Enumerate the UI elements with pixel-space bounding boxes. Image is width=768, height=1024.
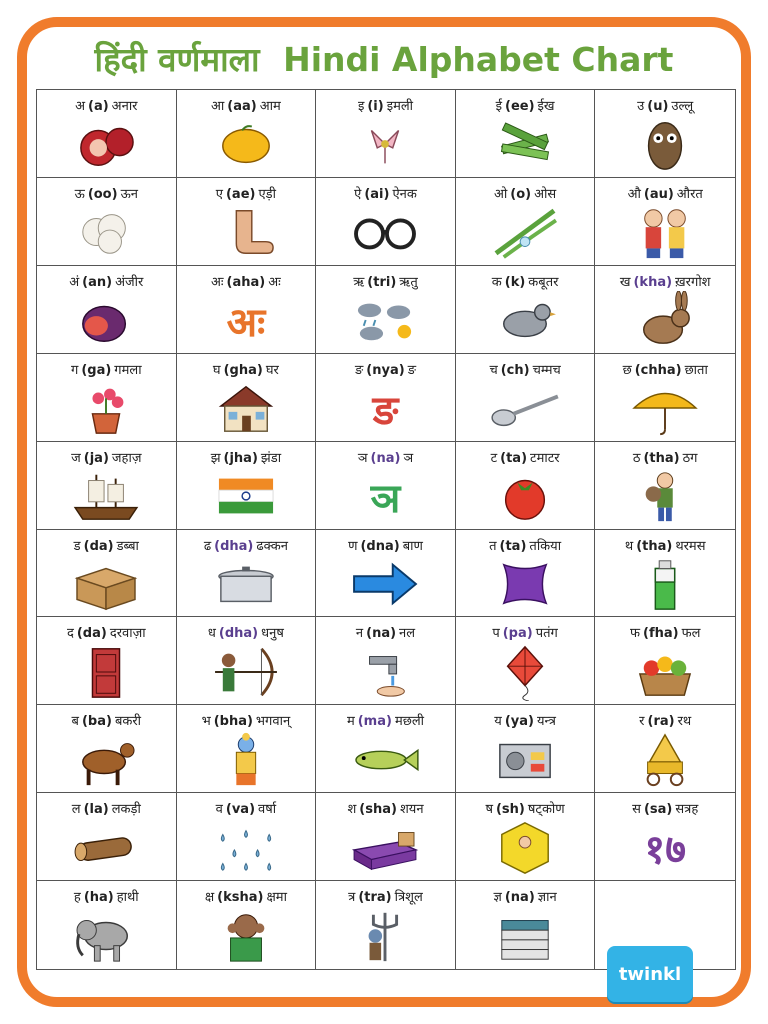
letter-label: [37, 887, 176, 905]
letter-devanagari: श: [347, 802, 357, 818]
example-word: मछली: [394, 714, 425, 730]
letter-roman: (fha): [643, 626, 679, 642]
letter-roman: (tha): [643, 450, 680, 466]
example-word: चम्मच: [532, 362, 561, 378]
example-word: वर्षा: [258, 802, 277, 818]
example-word: अंजीर: [115, 274, 144, 290]
example-word: एड़ी: [258, 186, 276, 202]
tomato-icon: [486, 467, 564, 525]
letter-devanagari: छ: [622, 362, 632, 378]
letter-devanagari: र: [639, 714, 645, 730]
letter-cell: [177, 266, 317, 354]
letter-devanagari: ग: [71, 362, 79, 378]
example-word: ऐनक: [392, 186, 417, 202]
letter-devanagari: ज: [71, 450, 81, 466]
letter-cell: [456, 266, 596, 354]
letter-label: [456, 887, 595, 905]
letter-devanagari: अः: [210, 274, 224, 290]
letter-devanagari: ट: [490, 450, 498, 466]
letter-label: [177, 184, 316, 202]
letter-cell: [37, 881, 177, 969]
letter-roman: (tha): [636, 538, 673, 554]
letter-label: [177, 448, 316, 466]
letter-devanagari: ज्ञ: [493, 890, 502, 906]
example-word: ओस: [534, 186, 557, 202]
letter-cell: [177, 90, 317, 178]
letter-devanagari: घ: [212, 362, 221, 378]
letter-cell: [456, 442, 596, 530]
books-icon: [486, 907, 564, 965]
example-word: घर: [265, 362, 279, 378]
letter-roman: (ta): [500, 450, 528, 466]
letter-glyph-illustration: ञ: [370, 475, 401, 522]
letter-roman: (da): [76, 626, 107, 642]
example-word: तकिया: [529, 538, 562, 554]
letter-devanagari: ह: [73, 890, 81, 906]
hexagon-icon: [486, 819, 564, 877]
example-word: क्षमा: [266, 890, 287, 906]
letter-label: [456, 536, 595, 554]
flower-pot-icon: [67, 379, 145, 437]
letter-label: [316, 887, 455, 905]
example-word: यन्त्र: [536, 714, 556, 730]
letter-label: [37, 184, 176, 202]
letter-devanagari: ड: [73, 538, 81, 554]
letter-roman: (ra): [647, 714, 675, 730]
letter-cell: [177, 178, 317, 266]
example-word: ञ: [403, 450, 414, 466]
trident-icon: [346, 907, 424, 965]
letter-label: [177, 360, 316, 378]
letter-label: [595, 448, 735, 466]
example-word: औरत: [676, 186, 703, 202]
letter-cell: [456, 617, 596, 705]
letter-cell: [456, 881, 596, 969]
letter-cell: [595, 90, 735, 178]
letter-roman: (ja): [83, 450, 109, 466]
letter-label: [177, 96, 316, 114]
letter-roman: (nya): [366, 362, 405, 378]
letter-devanagari: न: [355, 626, 364, 642]
letter-roman: (k): [504, 274, 526, 290]
letter-label: [316, 184, 455, 202]
letter-devanagari: त्र: [348, 890, 356, 906]
letter-label: [37, 272, 176, 290]
letter-cell: [316, 354, 456, 442]
spoon-icon: [486, 379, 564, 437]
letter-label: [177, 623, 316, 641]
letter-cell: [456, 705, 596, 793]
letter-label: [37, 711, 176, 729]
letter-devanagari: ऐ: [354, 186, 362, 202]
mango-icon: [207, 115, 285, 173]
dew-drop-icon: [486, 203, 564, 261]
letter-cell: [316, 705, 456, 793]
letter-cell: [316, 881, 456, 969]
letter-roman: (tri): [367, 274, 397, 290]
example-word: शयन: [399, 802, 424, 818]
glasses-icon: [346, 203, 424, 261]
letter-label: [456, 799, 595, 817]
machine-icon: [486, 731, 564, 789]
example-word: पतंग: [535, 626, 558, 642]
letter-roman: (ba): [81, 714, 112, 730]
letter-devanagari: च: [489, 362, 498, 378]
letter-roman: (ya): [504, 714, 534, 730]
god-icon: [207, 731, 285, 789]
letter-roman: (u): [647, 99, 669, 114]
letter-roman: (na): [504, 890, 535, 906]
letter-roman: (dha): [218, 626, 259, 642]
letter-glyph-illustration: अः: [226, 299, 266, 346]
letter-roman: (kha): [633, 274, 673, 290]
letter-label: [37, 448, 176, 466]
letter-cell: [595, 705, 735, 793]
letter-cell: [37, 617, 177, 705]
letter-roman: (dha): [214, 538, 254, 554]
women-icon: [626, 203, 704, 261]
bed-icon: [346, 819, 424, 877]
letter-label: [595, 184, 735, 202]
letter-devanagari: ठ: [632, 450, 641, 466]
letter-cell: [37, 178, 177, 266]
letter-roman: (la): [83, 802, 109, 818]
letter-cell: [177, 530, 317, 618]
letter-devanagari: ई: [495, 99, 502, 114]
letter-roman: (i): [367, 99, 384, 114]
kite-icon: [486, 643, 564, 701]
letter-label: [177, 536, 316, 554]
letter-roman: (ae): [225, 186, 256, 202]
rain-icon: [207, 819, 285, 877]
letter-roman: (sh): [495, 802, 525, 818]
tap-icon: [346, 643, 424, 701]
example-word: इमली: [386, 99, 414, 114]
wool-icon: [67, 203, 145, 261]
letter-label: [316, 96, 455, 114]
sugarcane-icon: [486, 115, 564, 173]
letter-label: [177, 799, 316, 817]
letter-cell: [456, 793, 596, 881]
letter-roman: (o): [510, 186, 532, 202]
elephant-icon: [67, 907, 145, 965]
thermos-icon: [626, 555, 704, 613]
example-word: ऊन: [120, 186, 138, 202]
letter-label: [456, 448, 595, 466]
letter-devanagari: ओ: [493, 186, 508, 202]
letter-glyph-illustration: ङ: [372, 387, 399, 434]
example-word: त्रिशूल: [394, 890, 423, 906]
example-word: हाथी: [116, 890, 139, 906]
chariot-icon: [626, 731, 704, 789]
example-word: छाता: [684, 362, 708, 378]
letter-roman: (pa): [502, 626, 533, 642]
letter-roman: (dna): [360, 538, 400, 554]
letter-label: [316, 711, 455, 729]
alphabet-grid: [36, 89, 736, 970]
letter-roman: (ksha): [217, 890, 264, 906]
example-word: थरमस: [675, 538, 706, 554]
rabbit-icon: [626, 291, 704, 349]
bow-icon: [207, 643, 285, 701]
letter-cell: [595, 530, 735, 618]
letter-label: [456, 623, 595, 641]
letter-cell: [37, 266, 177, 354]
pomegranate-icon: [67, 115, 145, 173]
flag-icon: [207, 467, 285, 525]
letter-devanagari: भ: [201, 714, 211, 730]
letter-label: [595, 536, 735, 554]
example-word: षट्कोण: [527, 802, 565, 818]
letter-cell: [177, 881, 317, 969]
letter-roman: (ga): [81, 362, 112, 378]
letter-devanagari: द: [66, 626, 74, 642]
letter-devanagari: ऋ: [353, 274, 365, 290]
letter-label: [316, 799, 455, 817]
example-word: झंडा: [260, 450, 282, 466]
letter-devanagari: ष: [485, 802, 493, 818]
letter-devanagari: ऊ: [74, 186, 85, 202]
letter-devanagari: फ: [629, 626, 640, 642]
letter-label: [456, 360, 595, 378]
letter-label: [177, 272, 316, 290]
letter-devanagari: अ: [75, 99, 86, 114]
example-word: कबूतर: [528, 274, 559, 290]
weather-icon: [346, 291, 424, 349]
example-word: जहाज़: [111, 450, 142, 466]
letter-roman: (jha): [223, 450, 258, 466]
example-word: डब्बा: [116, 538, 139, 554]
letter-label: [316, 448, 455, 466]
fig-icon: [67, 291, 145, 349]
letter-roman: (na): [370, 450, 401, 466]
letter-devanagari: अं: [69, 274, 80, 290]
letter-label: [37, 96, 176, 114]
letter-roman: (ta): [499, 538, 527, 554]
letter-label: [595, 799, 735, 817]
letter-cell: [316, 617, 456, 705]
letter-roman: (aa): [227, 99, 257, 114]
letter-cell: [37, 530, 177, 618]
example-word: नल: [399, 626, 416, 642]
example-word: रथ: [677, 714, 692, 730]
letter-label: [316, 536, 455, 554]
letter-devanagari: ध: [207, 626, 216, 642]
example-word: भगवान्: [255, 714, 291, 730]
letter-roman: (a): [88, 99, 109, 114]
letter-devanagari: ब: [71, 714, 79, 730]
example-word: ङ: [407, 362, 416, 378]
letter-cell: [316, 793, 456, 881]
fish-icon: [346, 731, 424, 789]
letter-label: [37, 360, 176, 378]
letter-cell: [37, 793, 177, 881]
example-word: बकरी: [114, 714, 142, 730]
example-word: धनुष: [261, 626, 284, 642]
example-word: ख़रगोश: [675, 274, 711, 290]
example-word: ईख: [537, 99, 555, 114]
letter-devanagari: स: [632, 802, 641, 818]
letter-cell: [456, 354, 596, 442]
thief-icon: [626, 467, 704, 525]
letter-label: [456, 96, 595, 114]
letter-cell: [177, 354, 317, 442]
fruit-basket-icon: [626, 643, 704, 701]
letter-devanagari: झ: [210, 450, 221, 466]
letter-cell: [595, 793, 735, 881]
letter-roman: (sa): [643, 802, 673, 818]
door-icon: [67, 643, 145, 701]
letter-devanagari: इ: [357, 99, 365, 114]
letter-devanagari: क: [491, 274, 502, 290]
letter-label: [595, 272, 735, 290]
arrow-icon: [346, 555, 424, 613]
letter-cell: [595, 442, 735, 530]
letter-cell: [177, 442, 317, 530]
example-word: ढक्कन: [256, 538, 288, 554]
letter-label: [595, 360, 735, 378]
letter-roman: (da): [83, 538, 114, 554]
letter-devanagari: ढ: [203, 538, 212, 554]
letter-cell: [316, 442, 456, 530]
house-icon: [207, 379, 285, 437]
example-word: सत्रह: [675, 802, 699, 818]
letter-devanagari: ङ: [355, 362, 364, 378]
letter-cell: [316, 530, 456, 618]
pillow-icon: [486, 555, 564, 613]
example-word: बाण: [402, 538, 423, 554]
letter-devanagari: प: [492, 626, 500, 642]
letter-devanagari: क्ष: [204, 890, 215, 906]
letter-cell: [456, 90, 596, 178]
example-word: फल: [681, 626, 701, 642]
letter-label: [595, 623, 735, 641]
letter-cell: [316, 90, 456, 178]
owl-icon: [626, 115, 704, 173]
letter-cell: [37, 705, 177, 793]
example-word: ज्ञान: [537, 890, 557, 906]
letter-cell: [595, 178, 735, 266]
letter-cell: [316, 266, 456, 354]
letter-cell: [177, 617, 317, 705]
letter-cell: [37, 354, 177, 442]
letter-devanagari: थ: [624, 538, 634, 554]
letter-cell: [177, 793, 317, 881]
letter-label: [595, 711, 735, 729]
letter-roman: (ma): [357, 714, 392, 730]
letter-cell: [595, 266, 735, 354]
ship-icon: [67, 467, 145, 525]
letter-roman: (oo): [87, 186, 118, 202]
letter-cell: [595, 354, 735, 442]
letter-roman: (ee): [505, 99, 535, 114]
letter-label: [37, 623, 176, 641]
letter-label: [595, 96, 735, 114]
letter-cell: [595, 617, 735, 705]
letter-label: [316, 623, 455, 641]
example-word: अः: [268, 274, 281, 290]
letter-devanagari: ण: [348, 538, 358, 554]
letter-roman: (ha): [83, 890, 114, 906]
example-word: दरवाज़ा: [109, 626, 146, 642]
example-word: ऋतु: [399, 274, 418, 290]
page-title: [0, 36, 768, 81]
letter-devanagari: उ: [637, 99, 645, 114]
letter-cell: [316, 178, 456, 266]
letter-roman: (gha): [223, 362, 263, 378]
letter-label: [37, 536, 176, 554]
letter-devanagari: ल: [71, 802, 81, 818]
letter-devanagari: ञ: [357, 450, 368, 466]
tamarind-flower-icon: [346, 115, 424, 173]
letter-cell: [456, 530, 596, 618]
foot-icon: [207, 203, 285, 261]
pigeon-icon: [486, 291, 564, 349]
box-icon: [67, 555, 145, 613]
twinkl-logo: twinkl: [607, 946, 693, 1002]
goat-icon: [67, 731, 145, 789]
umbrella-icon: [626, 379, 704, 437]
letter-roman: (va): [225, 802, 256, 818]
letter-label: [177, 711, 316, 729]
letter-cell: [456, 178, 596, 266]
letter-devanagari: ए: [215, 186, 223, 202]
letter-roman: (au): [643, 186, 674, 202]
example-word: लकड़ी: [111, 802, 141, 818]
pot-lid-icon: [207, 555, 285, 613]
letter-label: [456, 711, 595, 729]
title-english: Hindi Alphabet Chart: [283, 40, 674, 79]
letter-devanagari: म: [346, 714, 355, 730]
letter-devanagari: आ: [210, 99, 225, 114]
letter-label: [177, 887, 316, 905]
letter-cell: [37, 442, 177, 530]
wood-log-icon: [67, 819, 145, 877]
sorry-boy-icon: [207, 907, 285, 965]
letter-roman: (ch): [500, 362, 530, 378]
example-word: ठग: [682, 450, 698, 466]
letter-roman: (an): [82, 274, 113, 290]
example-word: गमला: [114, 362, 142, 378]
letter-roman: (na): [366, 626, 397, 642]
letter-label: [37, 799, 176, 817]
example-word: टमाटर: [530, 450, 560, 466]
letter-roman: (chha): [634, 362, 682, 378]
letter-devanagari: त: [489, 538, 497, 554]
letter-devanagari: औ: [627, 186, 641, 202]
letter-devanagari: य: [494, 714, 502, 730]
letter-glyph-illustration: १७: [644, 827, 686, 874]
letter-roman: (tra): [358, 890, 392, 906]
letter-devanagari: व: [215, 802, 223, 818]
example-word: अनार: [111, 99, 138, 114]
letter-devanagari: ख: [619, 274, 631, 290]
letter-label: [456, 272, 595, 290]
letter-roman: (aha): [226, 274, 266, 290]
letter-label: [456, 184, 595, 202]
letter-cell: [37, 90, 177, 178]
letter-roman: (sha): [359, 802, 397, 818]
example-word: उल्लू: [671, 99, 694, 114]
letter-cell: [177, 705, 317, 793]
title-hindi: हिंदी वर्णमाला: [94, 40, 260, 79]
example-word: आम: [259, 99, 281, 114]
letter-label: [316, 272, 455, 290]
letter-roman: (bha): [213, 714, 253, 730]
letter-roman: (ai): [364, 186, 390, 202]
letter-label: [316, 360, 455, 378]
